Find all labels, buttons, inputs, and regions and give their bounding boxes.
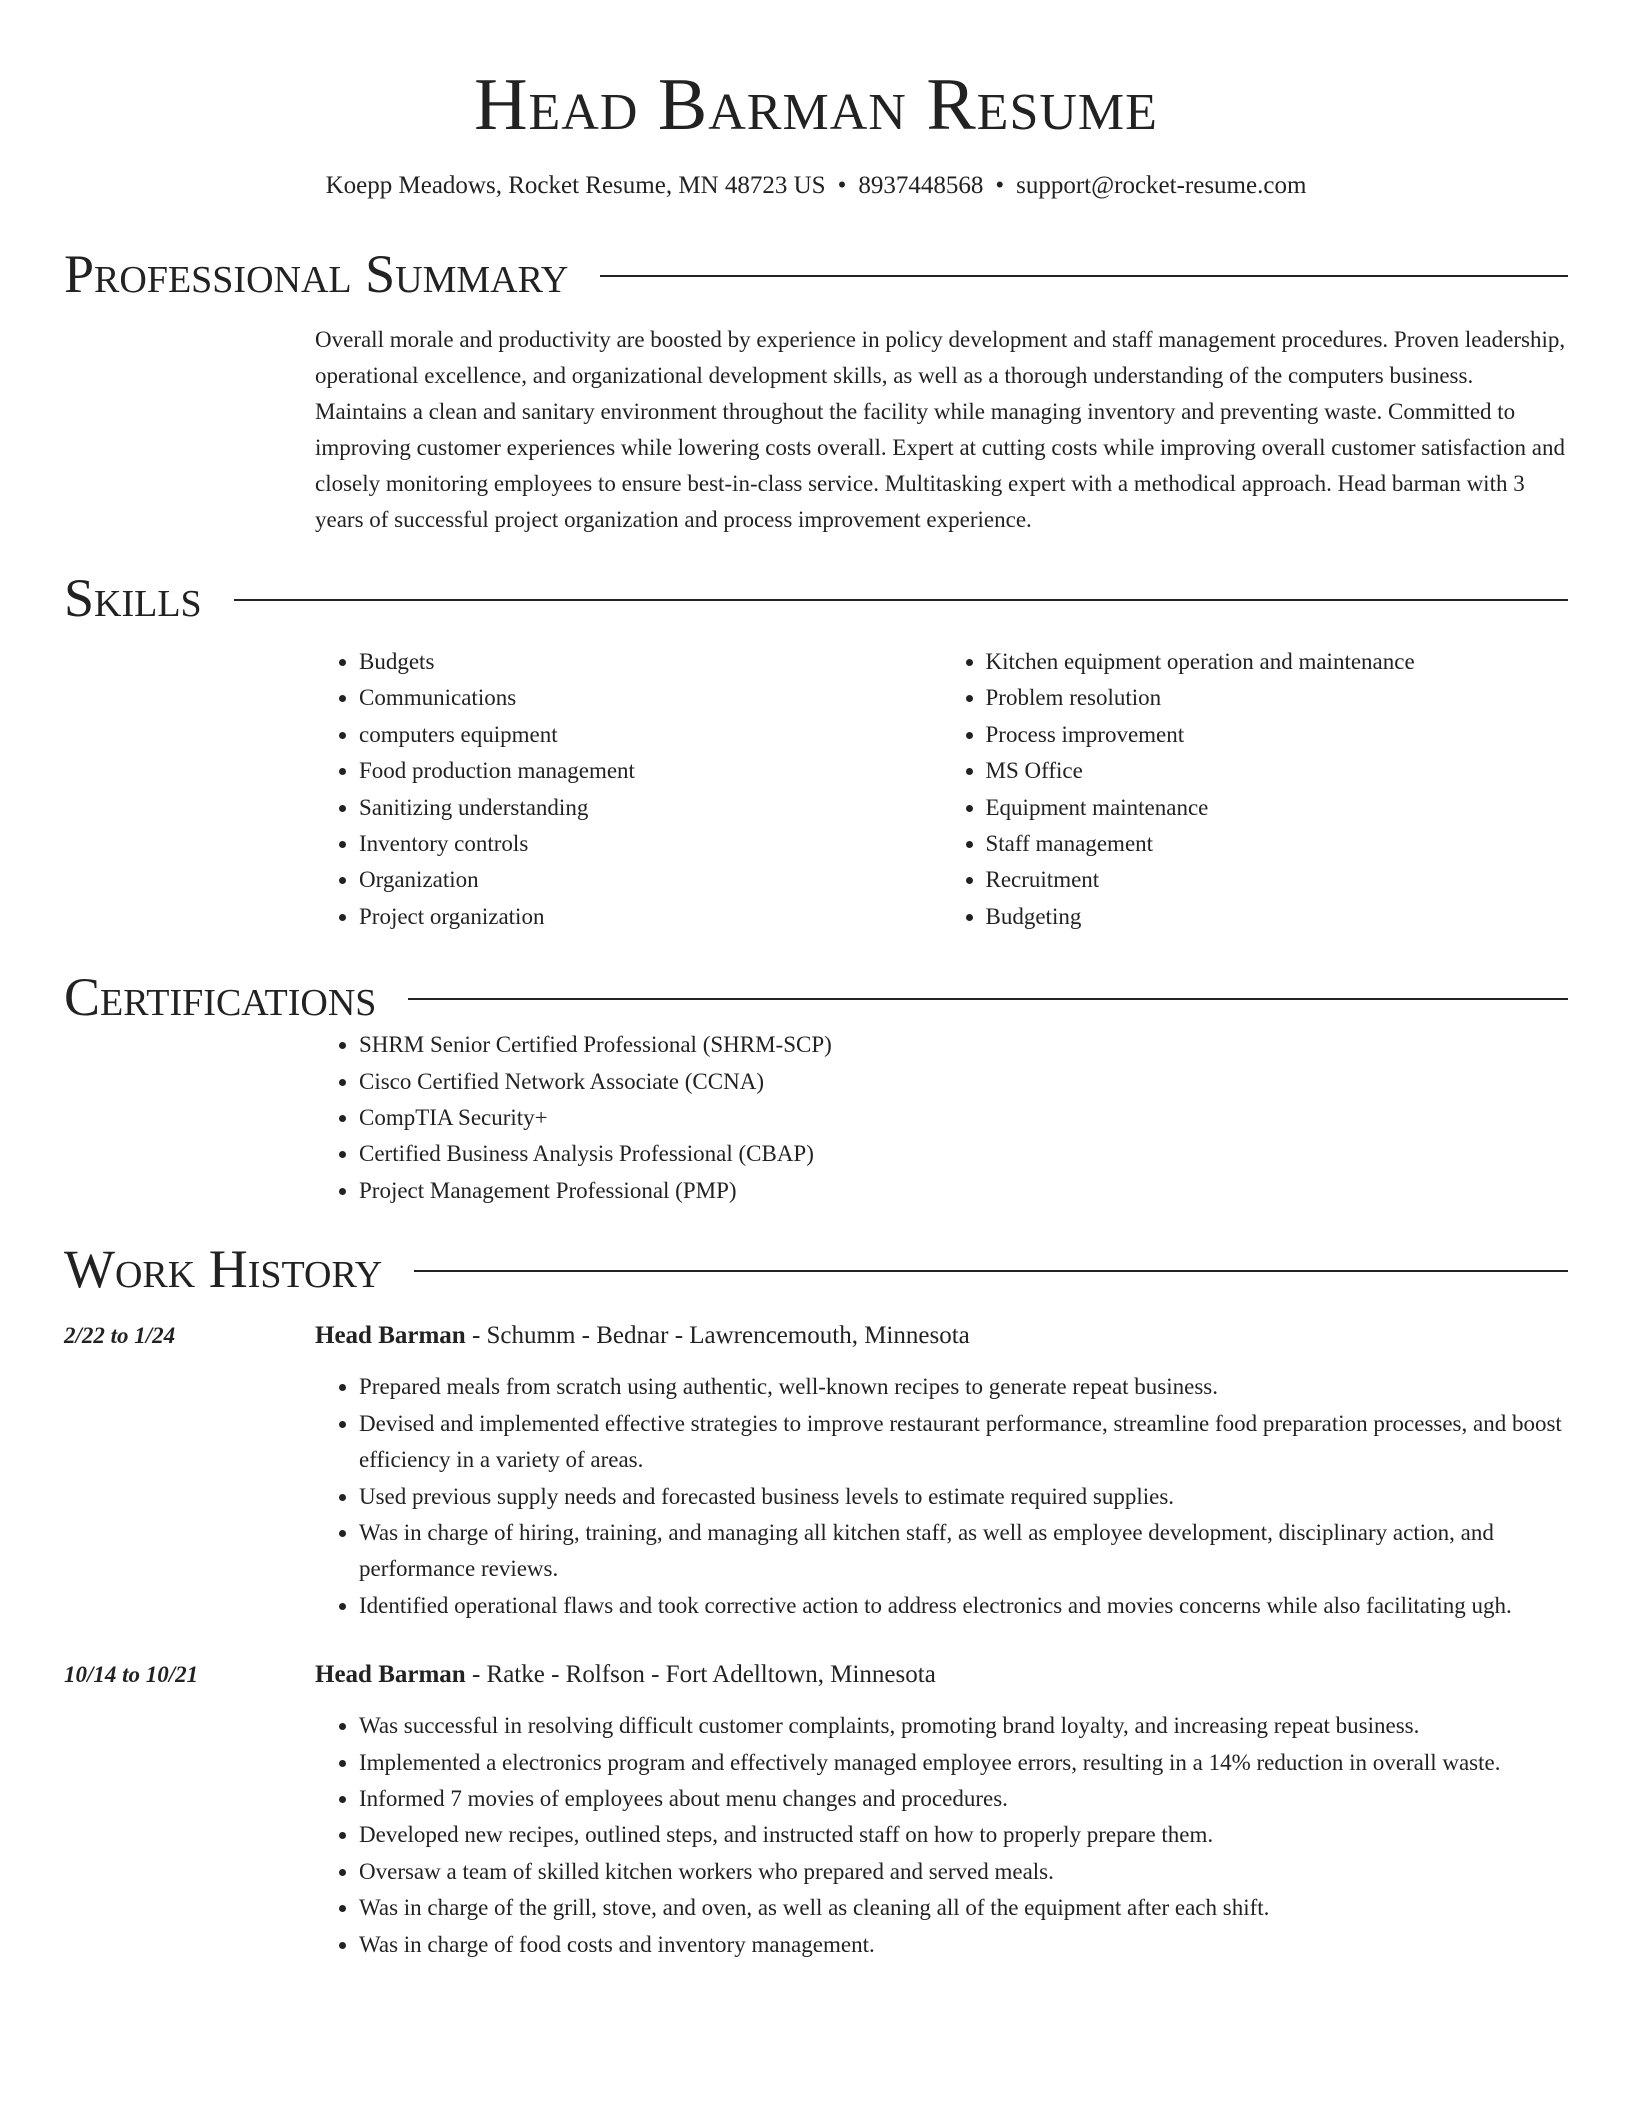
job-title-line (315, 1319, 1568, 1353)
skills-list-left (315, 644, 942, 935)
certifications-list (315, 1027, 1568, 1209)
job-bullet: • Devised and implemented effective strategies to improve restaurant performance, streamline food preparation processes, and boost efficiency in a variety of areas. (359, 1406, 1568, 1479)
email-link[interactable]: support@rocket-resume.com (1016, 172, 1307, 199)
certification-item: • Certified Business Analysis Professional (CBAP) (359, 1136, 1568, 1172)
certification-item: • Cisco Certified Network Associate (CCNA) (359, 1064, 1568, 1100)
job-bullet: • Oversaw a team of skilled kitchen workers who prepared and served meals. (359, 1854, 1568, 1890)
job-dates: 10/14 to 10/21 (64, 1662, 199, 1688)
job-title-line (315, 1658, 1568, 1692)
section-header-work-history (64, 1239, 1568, 1299)
job-entry (64, 1319, 1568, 1624)
job-title: Head Barman (315, 1322, 466, 1350)
resume-page (64, 0, 1568, 1963)
skills-list-right (942, 644, 1569, 935)
address: Koepp Meadows, Rocket Resume, MN 48723 US (325, 172, 826, 199)
job-employer: - Schumm - Bednar - Lawrencemouth, Minnesota (465, 1322, 970, 1350)
skill-item: • Budgeting (986, 899, 1569, 935)
section-header-skills (64, 568, 1568, 628)
certification-item: • SHRM Senior Certified Professional (SHRM-SCP) (359, 1027, 1568, 1063)
section-title-certifications: Certifications (64, 967, 377, 1028)
skill-item: • Project organization (359, 899, 942, 935)
section-header-summary (64, 244, 1568, 304)
section-title-summary: Professional Summary (64, 244, 569, 304)
skill-item: • Food production management (359, 753, 942, 789)
skill-item: • Organization (359, 862, 942, 898)
job-entry (64, 1658, 1568, 1963)
section-header-certifications (64, 967, 1568, 1027)
skill-item: • Process improvement (986, 717, 1569, 753)
job-bullet: • Was successful in resolving difficult customer complaints, promoting brand loyalty, and increasing repeat business. (359, 1708, 1568, 1744)
skills-grid (315, 644, 1568, 935)
certification-item: • Project Management Professional (PMP) (359, 1173, 1568, 1209)
job-dates: 2/22 to 1/24 (64, 1323, 176, 1349)
skill-item: • Inventory controls (359, 826, 942, 862)
phone: 8937448568 (858, 172, 984, 199)
job-title: Head Barman (315, 1661, 466, 1689)
job-bullets (315, 1369, 1568, 1624)
section-divider (408, 998, 1568, 1000)
skill-item: • Recruitment (986, 862, 1569, 898)
skill-item: • Communications (359, 680, 942, 716)
job-bullet: • Was in charge of food costs and inventory management. (359, 1927, 1568, 1963)
section-divider (600, 275, 1568, 277)
job-bullet: • Identified operational flaws and took corrective action to address electronics and movies concerns while also facilitating ugh. (359, 1588, 1568, 1624)
skill-item: • Problem resolution (986, 680, 1569, 716)
job-bullet: • Developed new recipes, outlined steps, and instructed staff on how to properly prepare them. (359, 1817, 1568, 1853)
job-bullet: • Implemented a electronics program and effectively managed employee errors, resulting in a 14% reduction in overall waste. (359, 1745, 1568, 1781)
summary-text: Overall morale and productivity are boosted by experience in policy development and staff management procedures. Proven leadership, operational excellence, and organizational development skills, as well as a thorough understanding of the computers business. Maintains a clean and sanitary environment throughout the facility while managing inventory and preventing waste. Committed to improving customer experiences while lowering costs overall. Expert at cutting costs while improving overall customer satisfaction and closely monitoring employees to ensure best-in-class service. Multitasking expert with a methodical approach. Head barman with 3 years of successful project organization and process improvement experience. (315, 327, 1566, 532)
skill-item: • Staff management (986, 826, 1569, 862)
job-bullet: • Prepared meals from scratch using authentic, well-known recipes to generate repeat business. (359, 1369, 1568, 1405)
contact-line (64, 170, 1568, 202)
skill-item: • Kitchen equipment operation and maintenance (986, 644, 1569, 680)
certification-item: • CompTIA Security+ (359, 1100, 1568, 1136)
skill-item: • MS Office (986, 753, 1569, 789)
job-bullets (315, 1708, 1568, 1963)
skill-item: • Equipment maintenance (986, 790, 1569, 826)
separator-dot: • (995, 172, 1005, 199)
job-bullet: • Was in charge of the grill, stove, and oven, as well as cleaning all of the equipment after each shift. (359, 1890, 1568, 1926)
skill-item: • Sanitizing understanding (359, 790, 942, 826)
section-title-work-history: Work History (64, 1239, 383, 1300)
job-employer: - Ratke - Rolfson - Fort Adelltown, Minnesota (465, 1661, 936, 1689)
section-title-skills: Skills (64, 568, 202, 628)
section-divider (414, 1270, 1568, 1272)
skill-item: • computers equipment (359, 717, 942, 753)
section-divider (234, 599, 1568, 601)
job-bullet: • Informed 7 movies of employees about menu changes and procedures. (359, 1781, 1568, 1817)
job-bullet: • Was in charge of hiring, training, and managing all kitchen staff, as well as employee development, disciplinary action, and performance reviews. (359, 1515, 1568, 1588)
separator-dot: • (837, 172, 847, 199)
skill-item: • Budgets (359, 644, 942, 680)
resume-title: Head Barman Resume (474, 64, 1158, 146)
job-bullet: • Used previous supply needs and forecasted business levels to estimate required supplies. (359, 1479, 1568, 1515)
